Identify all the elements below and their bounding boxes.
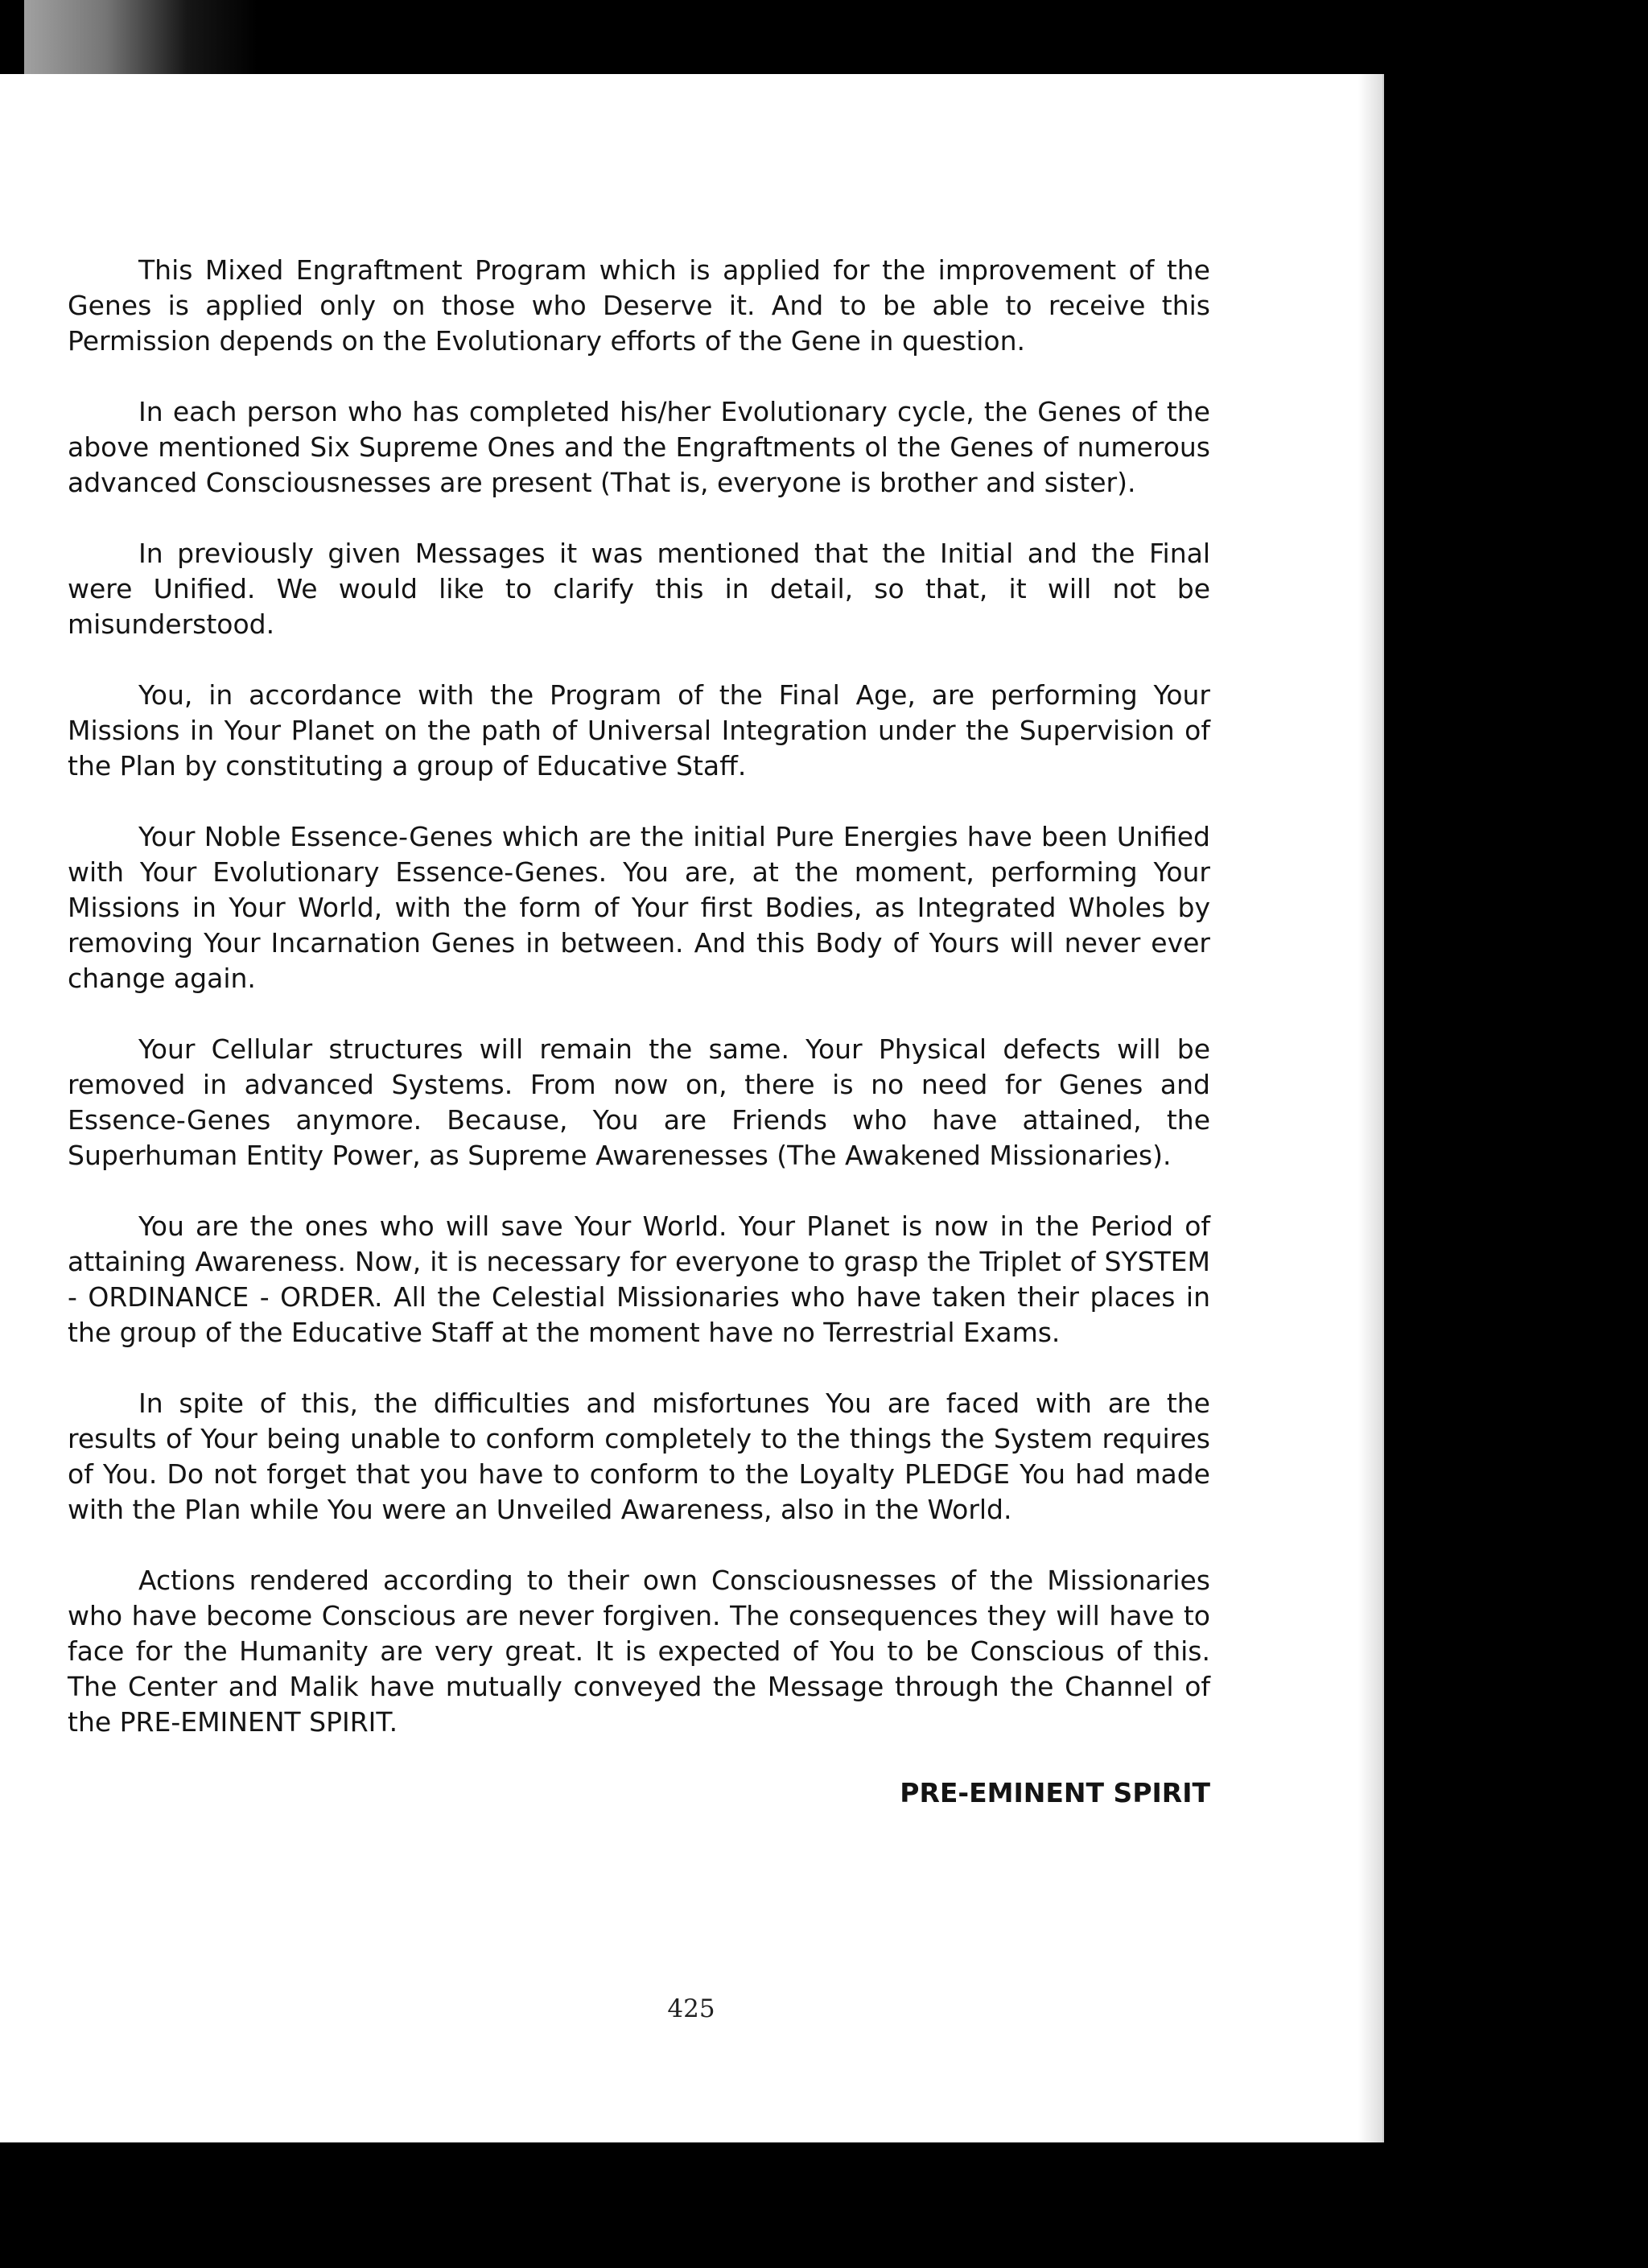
paragraph-2: In each person who has completed his/her Evolutionary cycle, the Genes of the above mentioned Six Supreme Ones and the Engraftments ol the Genes of numerous advanced Consciousnesses are present (That is, everyone is brother and sister). <box>68 396 1210 498</box>
body-text <box>68 253 1210 1811</box>
document-page <box>0 74 1384 2142</box>
paragraph-8: In spite of this, the difficulties and misfortunes You are faced with are the results of Your being unable to conform completely to the things the System requires of You. Do not forget that you have to conform to the Loyalty PLEDGE You had made with the Plan while You were an Unveiled Awareness, also in the World. <box>68 1388 1210 1525</box>
signature: PRE-EMINENT SPIRIT <box>900 1777 1210 1808</box>
paragraph-9: Actions rendered according to their own Consciousnesses of the Missionaries who have become Conscious are never forgiven. The consequences they will have to face for the Humanity are very great. It is expected of You to be Conscious of this. The Center and Malik have mutually conveyed the Message through the Channel of the PRE-EMINENT SPIRIT. <box>68 1565 1210 1738</box>
page-number: 425 <box>667 1994 715 2023</box>
paragraph-3: In previously given Messages it was mentioned that the Initial and the Final were Unified. We would like to clarify this in detail, so that, it will not be misunderstood. <box>68 538 1210 640</box>
paragraph-1: This Mixed Engraftment Program which is applied for the improvement of the Genes is applied only on those who Deserve it. And to be able to receive this Permission depends on the Evolutionary efforts of the Gene in question. <box>68 254 1210 357</box>
paragraph-6: Your Cellular structures will remain the same. Your Physical defects will be removed in advanced Systems. From now on, there is no need for Genes and Essence-Genes anymore. Because, You are Friends who have attained, the Superhuman Entity Power, as Supreme Awarenesses (The Awakened Missionaries). <box>68 1033 1210 1171</box>
paragraph-4: You, in accordance with the Program of the Final Age, are performing Your Missions in Your Planet on the path of Universal Integration under the Supervision of the Plan by constituting a group of Educative Staff. <box>68 679 1210 781</box>
paragraph-7: You are the ones who will save Your World. Your Planet is now in the Period of attaining Awareness. Now, it is necessary for everyone to grasp the Triplet of SYSTEM - ORDINANCE - ORDER. All the Celestial Missionaries who have taken their places in the group of the Educative Staff at the moment have no Terrestrial Exams. <box>68 1210 1210 1348</box>
paragraph-5: Your Noble Essence-Genes which are the initial Pure Energies have been Unified with Your Evolutionary Essence-Genes. You are, at the moment, performing Your Missions in Your World, with the form of Your first Bodies, as Integrated Wholes by removing Your Incarnation Genes in between. And this Body of Yours will never ever change again. <box>68 821 1210 994</box>
scan-artifact <box>24 0 258 74</box>
binding-shadow <box>1358 74 1382 2142</box>
